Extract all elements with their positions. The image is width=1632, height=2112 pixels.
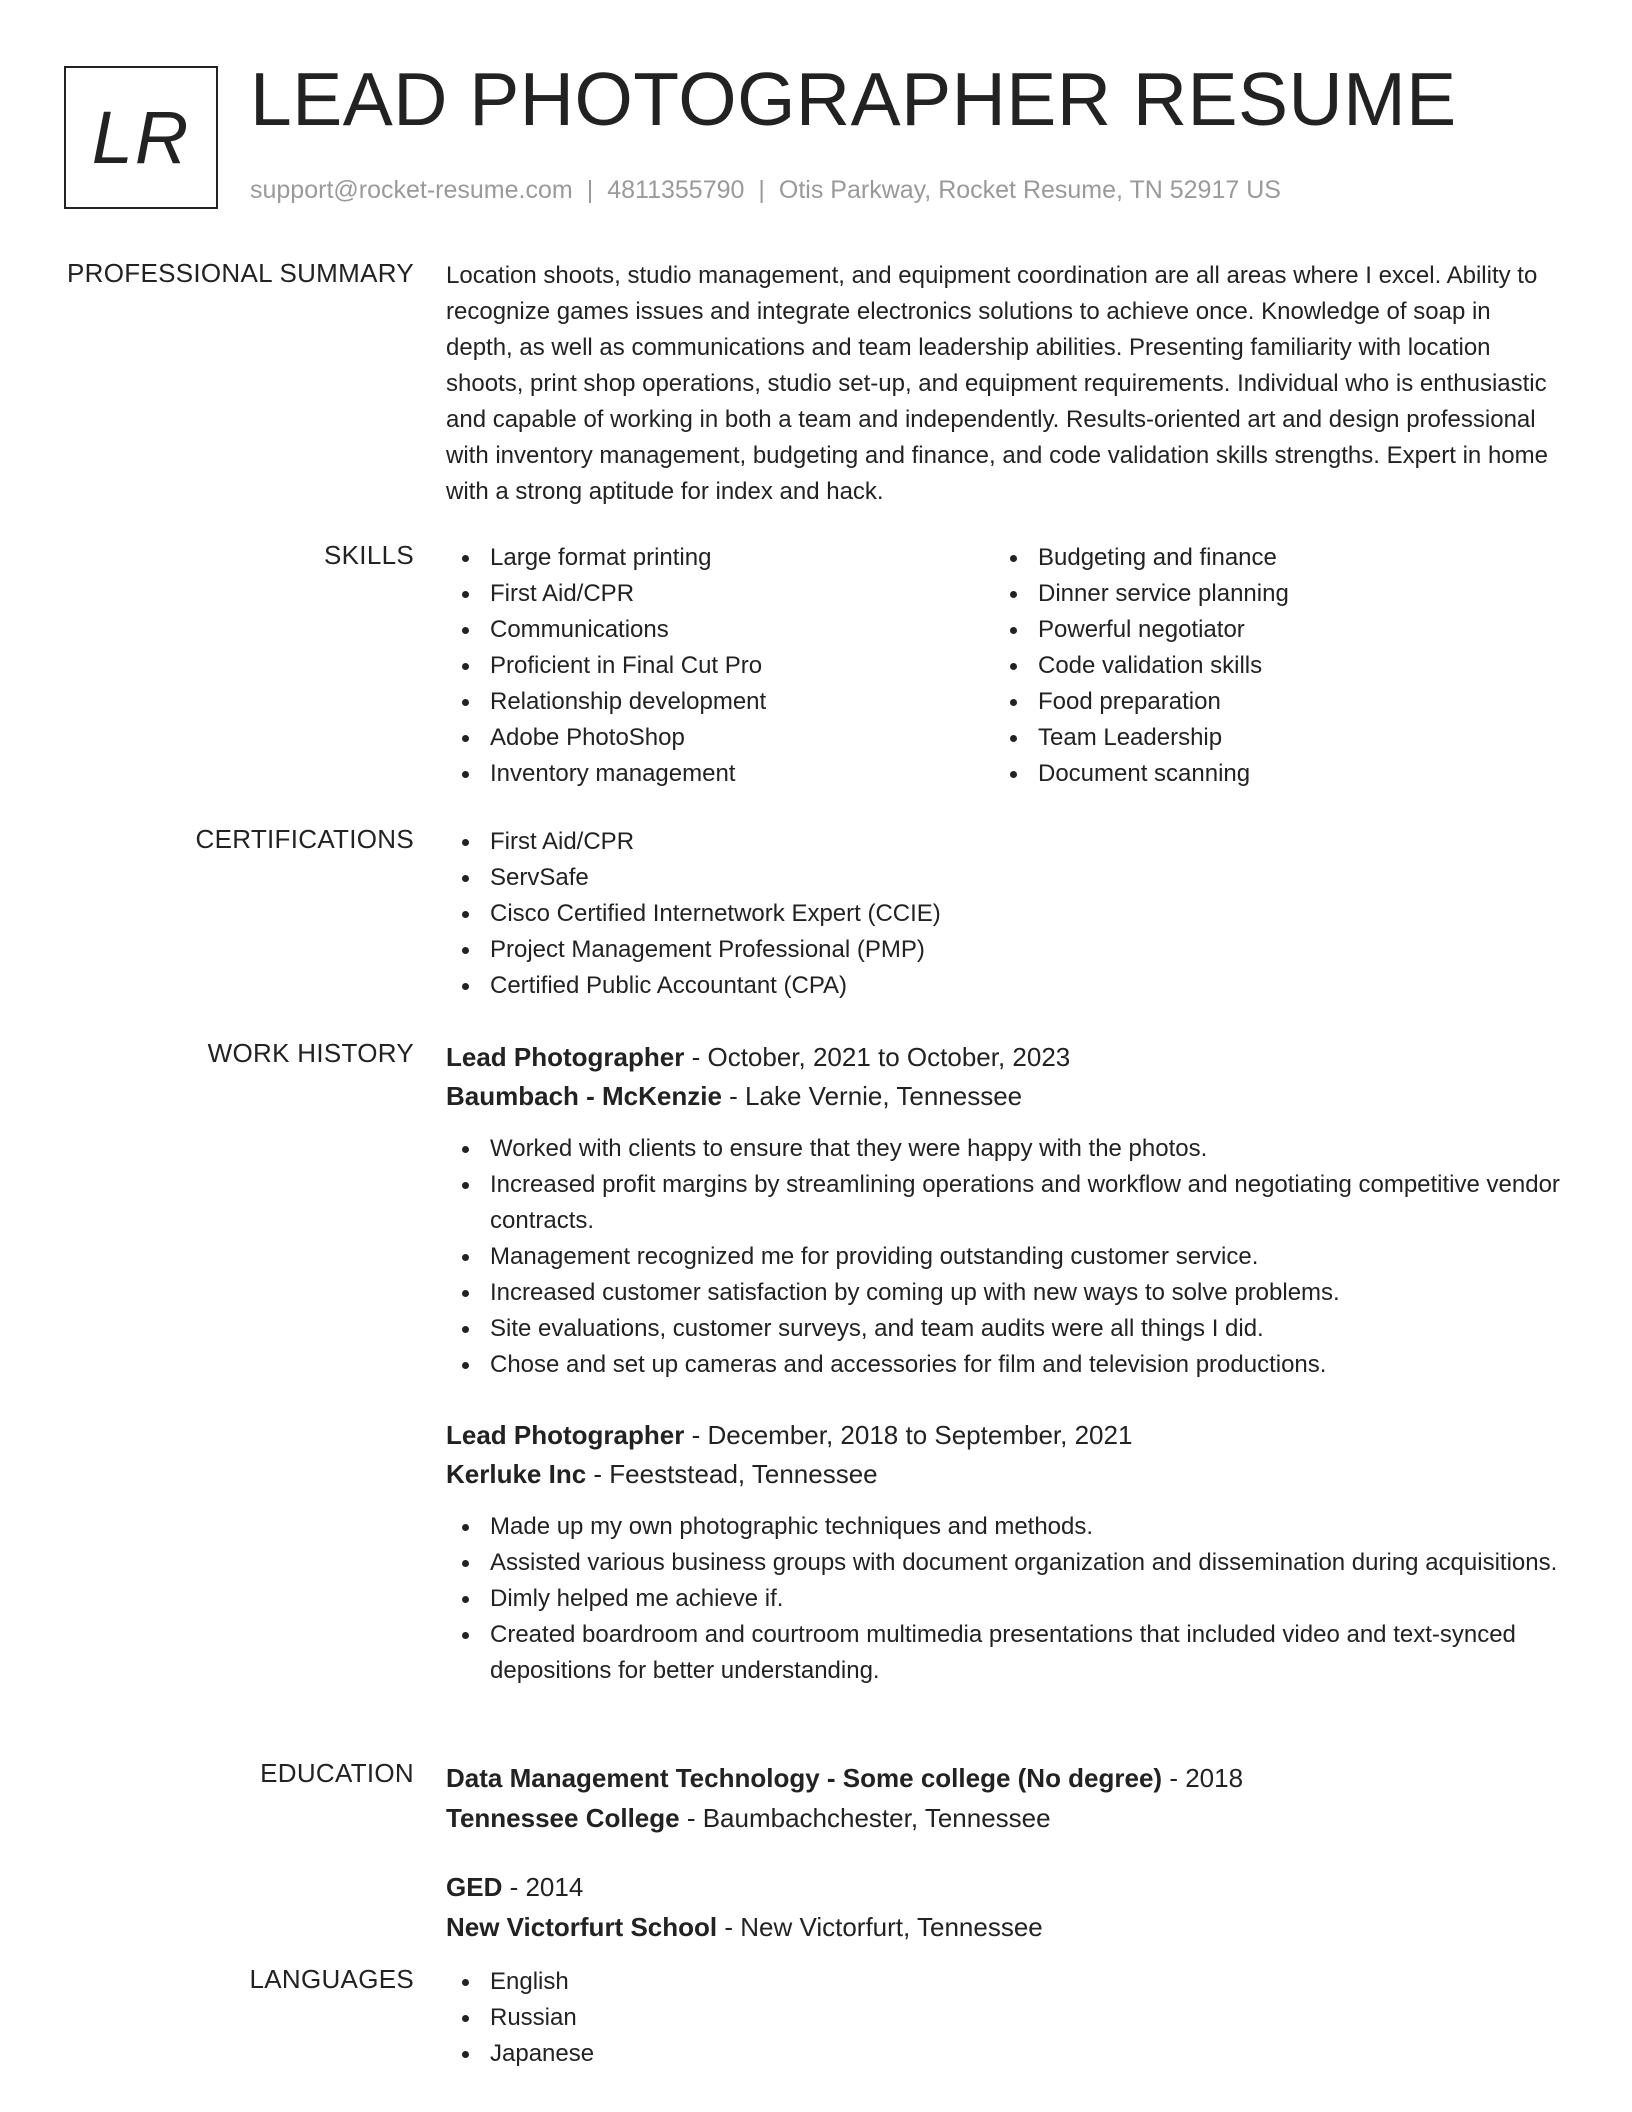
contact-phone[interactable]: 4811355790: [607, 176, 745, 204]
list-item: Communications: [446, 612, 994, 648]
education-location: - New Victorfurt, Tennessee: [717, 1912, 1043, 1942]
section-label-skills: SKILLS: [324, 540, 414, 570]
list-item: Project Management Professional (PMP): [446, 932, 1562, 968]
skills-list-left: [446, 540, 994, 792]
list-item: First Aid/CPR: [446, 824, 1562, 860]
list-item: Cisco Certified Internetwork Expert (CCIE): [446, 896, 1562, 932]
education-year: - 2018: [1162, 1763, 1244, 1793]
job-entry: [446, 1038, 1562, 1383]
list-item: Powerful negotiator: [994, 612, 1542, 648]
contact-address: Otis Parkway, Rocket Resume, TN 52917 US: [778, 176, 1281, 204]
list-item: Chose and set up cameras and accessories for film and television productions.: [446, 1347, 1562, 1383]
job-dates: - December, 2018 to September, 2021: [684, 1420, 1133, 1450]
resume-title: LEAD PHOTOGRAPHER RESUME: [250, 57, 1457, 141]
list-item: Document scanning: [994, 756, 1542, 792]
education-school-line: [446, 1907, 1562, 1947]
job-title: Lead Photographer: [446, 1042, 685, 1072]
section-label-languages: LANGUAGES: [249, 1964, 414, 1994]
summary-text: Location shoots, studio management, and equipment coordination are all areas where I excel. Ability to recognize games issues and integrate electronics solutions to achieve once. Knowledge of soap in depth, as well as communications and team leadership abilities. Presenting familiarity with location shoots, print shop operations, studio set-up, and equipment requirements. Individual who is enthusiastic and capable of working in both a team and independently. Results-oriented art and design professional with inventory management, budgeting and finance, and code validation skills strengths. Expert in home with a strong aptitude for index and hack.: [446, 262, 1548, 505]
list-item: Budgeting and finance: [994, 540, 1542, 576]
certifications-list: [446, 824, 1562, 1004]
job-company: Baumbach - McKenzie: [446, 1081, 722, 1111]
job-bullets: [446, 1509, 1562, 1689]
education-entry: [446, 1758, 1562, 1838]
education-degree-line: [446, 1758, 1562, 1798]
list-item: Created boardroom and courtroom multimedia presentations that included video and text-synced depositions for better understanding.: [446, 1617, 1562, 1689]
list-item: Site evaluations, customer surveys, and team audits were all things I did.: [446, 1311, 1562, 1347]
job-bullets: [446, 1131, 1562, 1383]
list-item: Dimly helped me achieve if.: [446, 1581, 1562, 1617]
education-school-line: [446, 1798, 1562, 1838]
section-label-certifications: CERTIFICATIONS: [195, 824, 414, 854]
education-body: [446, 1758, 1562, 1947]
list-item: Increased customer satisfaction by coming up with new ways to solve problems.: [446, 1275, 1562, 1311]
job-title: Lead Photographer: [446, 1420, 685, 1450]
education-entry: [446, 1867, 1562, 1947]
list-item: Proficient in Final Cut Pro: [446, 648, 994, 684]
education-degree: GED: [446, 1872, 503, 1902]
skills-columns: [446, 540, 1562, 792]
section-label-summary: PROFESSIONAL SUMMARY: [67, 258, 414, 288]
education-degree: Data Management Technology - Some college (No degree): [446, 1763, 1163, 1793]
list-item: Inventory management: [446, 756, 994, 792]
list-item: Relationship development: [446, 684, 994, 720]
education-location: - Baumbachchester, Tennessee: [679, 1803, 1051, 1833]
job-company-line: [446, 1077, 1562, 1116]
list-item: Japanese: [446, 2036, 1562, 2072]
work-history-body: [446, 1038, 1562, 1689]
languages-body: [446, 1964, 1562, 2072]
contact-email[interactable]: support@rocket-resume.com: [250, 176, 573, 204]
list-item: Code validation skills: [994, 648, 1542, 684]
job-entry: [446, 1416, 1562, 1689]
list-item: Assisted various business groups with document organization and dissemination during acquisitions.: [446, 1545, 1562, 1581]
list-item: English: [446, 1964, 1562, 2000]
list-item: Made up my own photographic techniques and methods.: [446, 1509, 1562, 1545]
list-item: Dinner service planning: [994, 576, 1542, 612]
contact-line: [250, 176, 1281, 205]
list-item: Certified Public Accountant (CPA): [446, 968, 1562, 1004]
list-item: First Aid/CPR: [446, 576, 994, 612]
list-item: Management recognized me for providing outstanding customer service.: [446, 1239, 1562, 1275]
job-dates: - October, 2021 to October, 2023: [684, 1042, 1071, 1072]
separator: |: [758, 176, 765, 204]
languages-list: [446, 1964, 1562, 2072]
job-location: - Lake Vernie, Tennessee: [721, 1081, 1023, 1111]
skills-list-right: [994, 540, 1542, 792]
monogram-initials: LR: [91, 96, 191, 179]
list-item: Team Leadership: [994, 720, 1542, 756]
section-label-education: EDUCATION: [260, 1758, 414, 1788]
certifications-body: [446, 824, 1562, 1004]
education-school: Tennessee College: [446, 1803, 680, 1833]
separator: |: [586, 176, 594, 204]
list-item: ServSafe: [446, 860, 1562, 896]
list-item: Large format printing: [446, 540, 994, 576]
education-degree-line: [446, 1867, 1562, 1907]
job-company-line: [446, 1455, 1562, 1494]
list-item: Food preparation: [994, 684, 1542, 720]
list-item: Russian: [446, 2000, 1562, 2036]
section-label-work-history: WORK HISTORY: [207, 1038, 414, 1068]
job-title-line: [446, 1038, 1562, 1077]
job-company: Kerluke Inc: [446, 1459, 587, 1489]
education-school: New Victorfurt School: [446, 1912, 718, 1942]
monogram-logo: [64, 66, 218, 209]
list-item: Adobe PhotoShop: [446, 720, 994, 756]
list-item: Worked with clients to ensure that they were happy with the photos.: [446, 1131, 1562, 1167]
education-year: - 2014: [502, 1872, 584, 1902]
job-title-line: [446, 1416, 1562, 1455]
list-item: Increased profit margins by streamlining operations and workflow and negotiating competitive vendor contracts.: [446, 1167, 1562, 1239]
job-location: - Feeststead, Tennessee: [586, 1459, 878, 1489]
